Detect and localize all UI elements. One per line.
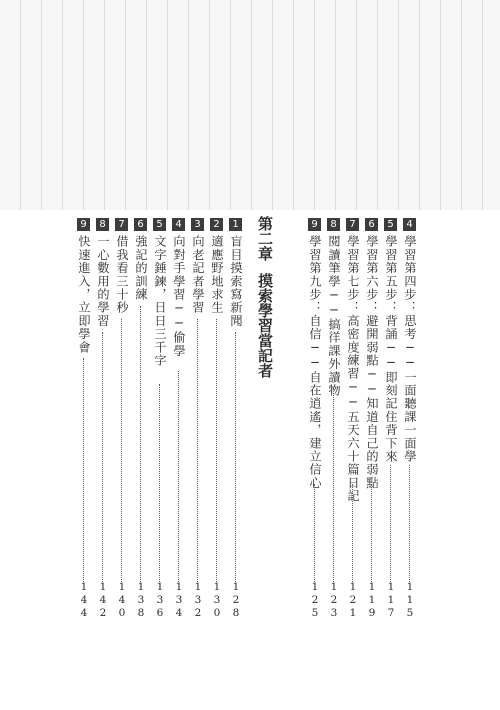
entry-title: 學習第九步：自信──自在逍遙，建立信心: [308, 235, 322, 490]
entry-number: 8: [96, 218, 109, 231]
entry-number: 7: [115, 218, 128, 231]
toc-entry: [115, 218, 128, 620]
entry-title: 一心數用的學習: [96, 235, 110, 328]
entry-title: 向老記者學習: [191, 235, 205, 315]
entry-page: 119: [366, 581, 378, 620]
toc-entry: [365, 218, 378, 620]
entry-page: 121: [347, 581, 359, 620]
toc-entry: [153, 218, 166, 620]
toc-entry: [134, 218, 147, 620]
entry-title: 閱讀筆學──搞徉課外讀物: [327, 235, 341, 397]
entry-title: 學習第七步：高密度練習──五天六十篇日記: [346, 235, 360, 503]
toc-entry: [327, 218, 340, 620]
dot-leader: [235, 332, 236, 582]
dot-leader: [159, 384, 160, 582]
entry-number: 7: [346, 218, 359, 231]
dot-leader: [409, 465, 410, 582]
dot-leader: [121, 319, 122, 582]
entry-page: 125: [309, 581, 321, 620]
entry-page: 132: [192, 581, 204, 620]
toc-entry: [403, 218, 416, 620]
entry-number: 9: [308, 218, 321, 231]
chapter-label: 第二章: [256, 216, 274, 261]
dot-leader: [102, 332, 103, 582]
toc-entry: [384, 218, 397, 620]
toc-entry: [96, 218, 109, 620]
entry-title: 學習第五步：背誦──即刻記住背下來: [384, 235, 398, 463]
entry-title: 強記的訓練: [134, 235, 148, 301]
entry-number: 3: [191, 218, 204, 231]
toc-entry: [210, 218, 223, 620]
entry-page: 144: [78, 581, 90, 620]
dot-leader: [178, 371, 179, 582]
entry-number: 4: [172, 218, 185, 231]
entry-number: 6: [365, 218, 378, 231]
toc-entry: [346, 218, 359, 620]
chapter-heading: [257, 216, 273, 378]
dot-leader: [314, 484, 315, 582]
entry-title: 向對手學習──偷學: [172, 235, 186, 358]
entry-title: 借我看三十秒: [115, 235, 129, 315]
entry-title: 學習第六步：避開弱點──知道自己的弱點: [365, 235, 379, 490]
entry-page: 123: [328, 581, 340, 620]
entry-page: 138: [135, 581, 147, 620]
entry-page: 136: [154, 581, 166, 620]
entry-page: 142: [97, 581, 109, 620]
entry-page: 117: [385, 581, 397, 620]
entry-title: 快速進入，立即學會: [77, 235, 91, 354]
dot-leader: [216, 319, 217, 582]
entry-number: 2: [210, 218, 223, 231]
entry-number: 9: [77, 218, 90, 231]
entry-number: 4: [403, 218, 416, 231]
dot-leader: [371, 484, 372, 582]
dot-leader: [83, 358, 84, 582]
entry-title: 盲目摸索寫新聞: [229, 235, 243, 328]
chapter-title: 摸索學習當記者: [256, 273, 274, 378]
dot-leader: [333, 388, 334, 582]
entry-number: 8: [327, 218, 340, 231]
toc-entry: [229, 218, 242, 620]
entry-page: 115: [404, 581, 416, 620]
ruled-header-band: [0, 0, 500, 210]
dot-leader: [197, 319, 198, 582]
entry-title: 文字錘鍊，日日三千字: [153, 235, 167, 367]
entry-title: 適應野地求生: [210, 235, 224, 315]
entry-title: 學習第四步：思考──一面聽課一面學: [403, 235, 417, 463]
entry-number: 5: [153, 218, 166, 231]
entry-page: 128: [230, 581, 242, 620]
entry-page: 130: [211, 581, 223, 620]
dot-leader: [140, 306, 141, 582]
toc-entry: [191, 218, 204, 620]
toc-entry: [308, 218, 321, 620]
dot-leader: [352, 484, 353, 582]
entry-number: 1: [229, 218, 242, 231]
toc-entry: [77, 218, 90, 620]
toc-entry: [172, 218, 185, 620]
entry-number: 5: [384, 218, 397, 231]
dot-leader: [390, 465, 391, 582]
entry-number: 6: [134, 218, 147, 231]
entry-page: 134: [173, 581, 185, 620]
entry-page: 140: [116, 581, 128, 620]
